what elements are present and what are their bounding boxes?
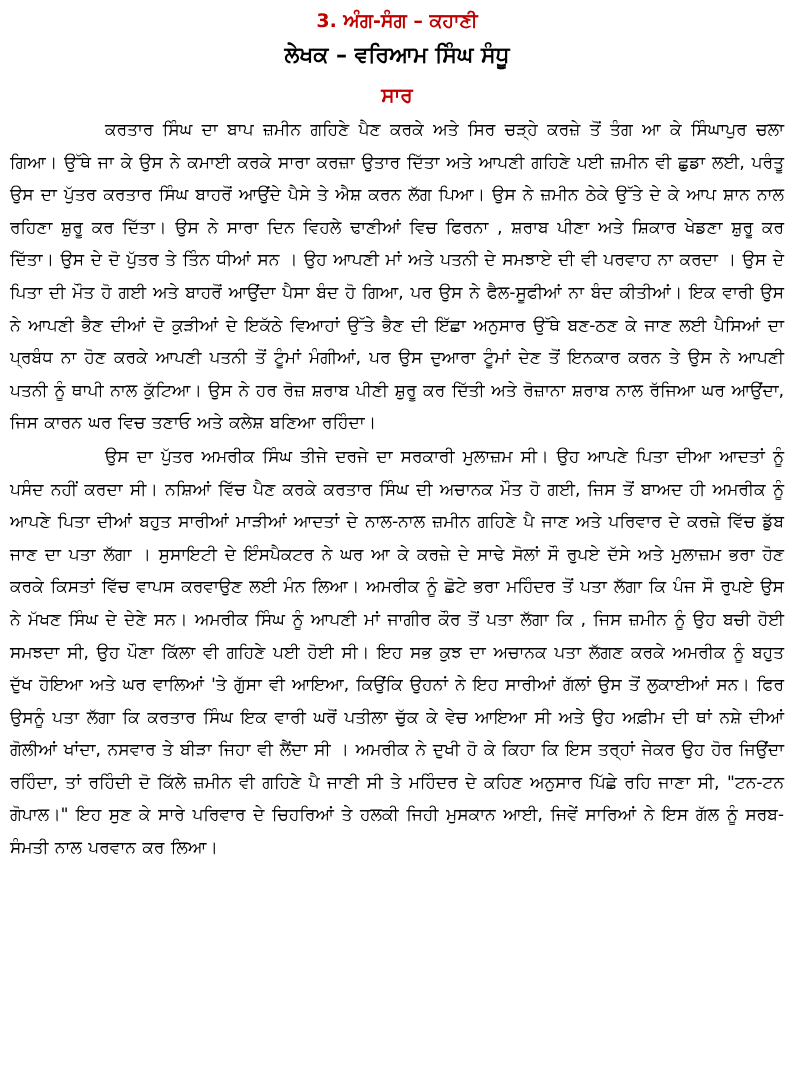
summary-paragraph-2: ਉਸ ਦਾ ਪੁੱਤਰ ਅਮਰੀਕ ਸਿੰਘ ਤੀਜੇ ਦਰਜੇ ਦਾ ਸਰਕਾਰੀ ਮੁਲਾਜ਼ਮ ਸੀ। ਉਹ ਆਪਣੇ ਪਿਤਾ ਦੀਆ ਆਦਤਾਂ ਨੂੰ ਪਸੰਦ ਨਹੀਂ ਕਰਦਾ ਸੀ। ਨਸ਼ਿਆਂ ਵਿੱਚ ਪੈਣ ਕਰਕੇ ਕਰਤਾਰ ਸਿੰਘ ਦੀ ਅਚਾਨਕ ਮੌਤ ਹੋ ਗਈ, ਜਿਸ ਤੋਂ ਬਾਅਦ ਹੀ ਅਮਰੀਕ ਨੂੰ ਆਪਣੇ ਪਿਤਾ ਦੀਆਂ ਬਹੁਤ ਸਾਰੀਆਂ ਮਾੜੀਆਂ ਆਦਤਾਂ ਦੇ ਨਾਲ-ਨਾਲ ਜ਼ਮੀਨ ਗਹਿਣੇ ਪੈ ਜਾਣ ਅਤੇ ਪਰਿਵਾਰ ਦੇ ਕਰਜ਼ੇ ਵਿੱਚ ਡੁੱਬ ਜਾਣ ਦਾ ਪਤਾ ਲੱਗਾ । ਸੁਸਾਇਟੀ ਦੇ ਇੰਸਪੈਕਟਰ ਨੇ ਘਰ ਆ ਕੇ ਕਰਜ਼ੇ ਦੇ ਸਾਢੇ ਸੋਲਾਂ ਸੌ ਰੁਪਏ ਦੱਸੇ ਅਤੇ ਮੁਲਾਜ਼ਮ ਭਰਾ ਹੋਣ ਕਰਕੇ ਕਿਸਤਾਂ ਵਿੱਚ ਵਾਪਸ ਕਰਵਾਉਣ ਲਈ ਮੰਨ ਲਿਆ। ਅਮਰੀਕ ਨੂੰ ਛੋਟੇ ਭਰਾ ਮਹਿੰਦਰ ਤੋਂ ਪਤਾ ਲੱਗਾ ਕਿ ਪੰਜ ਸੌ ਰੁਪਏ ਉਸ ਨੇ ਮੱਖਣ ਸਿੰਘ ਦੇ ਦੇਣੇ ਸਨ। ਅਮਰੀਕ ਸਿੰਘ ਨੂੰ ਆਪਣੀ ਮਾਂ ਜਾਗੀਰ ਕੌਰ ਤੋਂ ਪਤਾ ਲੱਗਾ ਕਿ , ਜਿਸ ਜ਼ਮੀਨ ਨੂੰ ਉਹ ਬਚੀ ਹੋਈ ਸਮਝਦਾ ਸੀ, ਉਹ ਪੌਣਾ ਕਿੱਲਾ ਵੀ ਗਹਿਣੇ ਪਈ ਹੋਈ ਸੀ। ਇਹ ਸਭ ਕੁਝ ਦਾ ਅਚਾਨਕ ਪਤਾ ਲੱਗਣ ਕਰਕੇ ਅਮਰੀਕ ਨੂੰ ਬਹੁਤ ਦੁੱਖ ਹੋਇਆ ਅਤੇ ਘਰ ਵਾਲਿਆਂ 'ਤੇ ਗੁੱਸਾ ਵੀ ਆਇਆ, ਕਿਉਂਕਿ ਉਹਨਾਂ ਨੇ ਇਹ ਸਾਰੀਆਂ ਗੱਲਾਂ ਉਸ ਤੋਂ ਲੁਕਾਈਆਂ ਸਨ। ਫਿਰ ਉਸਨੂੰ ਪਤਾ ਲੱਗਾ ਕਿ ਕਰਤਾਰ ਸਿੰਘ ਇਕ ਵਾਰੀ ਘਰੋਂ ਪਤੀਲਾ ਚੁੱਕ ਕੇ ਵੇਚ ਆਇਆ ਸੀ ਅਤੇ ਉਹ ਅਫ਼ੀਮ ਦੀ ਥਾਂ ਨਸ਼ੇ ਦੀਆਂ ਗੋਲੀਆਂ ਖਾਂਦਾ, ਨਸਵਾਰ ਤੇ ਬੀੜਾ ਜਿਹਾ ਵੀ ਲੈਂਦਾ ਸੀ । ਅਮਰੀਕ ਨੇ ਦੁਖੀ ਹੋ ਕੇ ਕਿਹਾ ਕਿ ਇਸ ਤਰ੍ਹਾਂ ਜੇਕਰ ਉਹ ਹੋਰ ਜਿਉਂਦਾ ਰਹਿੰਦਾ, ਤਾਂ ਰਹਿੰਦੀ ਦੋ ਕਿੱਲੇ ਜ਼ਮੀਨ ਵੀ ਗਹਿਣੇ ਪੈ ਜਾਣੀ ਸੀ ਤੇ ਮਹਿੰਦਰ ਦੇ ਕਹਿਣ ਅਨੁਸਾਰ ਪਿੱਛੇ ਰਹਿ ਜਾਣਾ ਸੀ, "ਟਨ-ਟਨ ਗੋਪਾਲ।" ਇਹ ਸੁਣ ਕੇ ਸਾਰੇ ਪਰਿਵਾਰ ਦੇ ਚਿਹਰਿਆਂ ਤੇ ਹਲਕੀ ਜਿਹੀ ਮੁਸਕਾਨ ਆਈ, ਜਿਵੇਂ ਸਾਰਿਆਂ ਨੇ ਇਸ ਗੱਲ ਨੂੰ ਸਰਬ-ਸੰਮਤੀ ਨਾਲ ਪਰਵਾਨ ਕਰ ਲਿਆ। [10, 446, 784, 859]
chapter-title: 3. ਅੰਗ-ਸੰਗ – ਕਹਾਣੀ [316, 10, 478, 32]
section-title: ਸਾਰ [381, 83, 413, 107]
author-line: ਲੇਖਕ – ਵਰਿਆਮ ਸਿੰਘ ਸੰਧੂ [284, 43, 510, 68]
summary-paragraph-1: ਕਰਤਾਰ ਸਿੰਘ ਦਾ ਬਾਪ ਜ਼ਮੀਨ ਗਹਿਣੇ ਪੈਣ ਕਰਕੇ ਅਤੇ ਸਿਰ ਚੜ੍ਹੇ ਕਰਜ਼ੇ ਤੋਂ ਤੰਗ ਆ ਕੇ ਸਿੰਘਾਪੁਰ ਚਲਾ ਗਿਆ। ਉੱਥੇ ਜਾ ਕੇ ਉਸ ਨੇ ਕਮਾਈ ਕਰਕੇ ਸਾਰਾ ਕਰਜ਼ਾ ਉਤਾਰ ਦਿੱਤਾ ਅਤੇ ਆਪਣੀ ਗਹਿਣੇ ਪਈ ਜ਼ਮੀਨ ਵੀ ਛੁਡਾ ਲਈ, ਪਰੰਤੂ ਉਸ ਦਾ ਪੁੱਤਰ ਕਰਤਾਰ ਸਿੰਘ ਬਾਹਰੋਂ ਆਉਂਦੇ ਪੈਸੇ ਤੇ ਐਸ਼ ਕਰਨ ਲੱਗ ਪਿਆ। ਉਸ ਨੇ ਜ਼ਮੀਨ ਠੇਕੇ ਉੱਤੇ ਦੇ ਕੇ ਆਪ ਸ਼ਾਨ ਨਾਲ ਰਹਿਣਾ ਸ਼ੁਰੂ ਕਰ ਦਿੱਤਾ। ਉਸ ਨੇ ਸਾਰਾ ਦਿਨ ਵਿਹਲੇ ਢਾਣੀਆਂ ਵਿਚ ਫਿਰਨਾ , ਸ਼ਰਾਬ ਪੀਣਾ ਅਤੇ ਸ਼ਿਕਾਰ ਖੇਡਣਾ ਸ਼ੁਰੂ ਕਰ ਦਿੱਤਾ। ਉਸ ਦੇ ਦੋ ਪੁੱਤਰ ਤੇ ਤਿੰਨ ਧੀਆਂ ਸਨ । ਉਹ ਆਪਣੀ ਮਾਂ ਅਤੇ ਪਤਨੀ ਦੇ ਸਮਝਾਏ ਦੀ ਵੀ ਪਰਵਾਹ ਨਾ ਕਰਦਾ । ਉਸ ਦੇ ਪਿਤਾ ਦੀ ਮੌਤ ਹੋ ਗਈ ਅਤੇ ਬਾਹਰੋਂ ਆਉਂਦਾ ਪੈਸਾ ਬੰਦ ਹੋ ਗਿਆ, ਪਰ ਉਸ ਨੇ ਫੈਲ-ਸੂਫੀਆਂ ਨਾ ਬੰਦ ਕੀਤੀਆਂ। ਇਕ ਵਾਰੀ ਉਸ ਨੇ ਆਪਣੀ ਭੈਣ ਦੀਆਂ ਦੋ ਕੁੜੀਆਂ ਦੇ ਇਕੱਠੇ ਵਿਆਹਾਂ ਉੱਤੇ ਭੈਣ ਦੀ ਇੱਛਾ ਅਨੁਸਾਰ ਉੱਥੇ ਬਣ-ਠਣ ਕੇ ਜਾਣ ਲਈ ਪੈਸਿਆਂ ਦਾ ਪ੍ਰਬੰਧ ਨਾ ਹੋਣ ਕਰਕੇ ਆਪਣੀ ਪਤਨੀ ਤੋਂ ਟੂੰਮਾਂ ਮੰਗੀਆਂ, ਪਰ ਉਸ ਦੁਆਰਾ ਟੂੰਮਾਂ ਦੇਣ ਤੋਂ ਇਨਕਾਰ ਕਰਨ ਤੇ ਉਸ ਨੇ ਆਪਣੀ ਪਤਨੀ ਨੂੰ ਥਾਪੀ ਨਾਲ ਕੁੱਟਿਆ। ਉਸ ਨੇ ਹਰ ਰੋਜ਼ ਸ਼ਰਾਬ ਪੀਣੀ ਸ਼ੁਰੂ ਕਰ ਦਿੱਤੀ ਅਤੇ ਰੋਜ਼ਾਨਾ ਸ਼ਰਾਬ ਨਾਲ ਰੱਜਿਆ ਘਰ ਆਉਂਦਾ, ਜਿਸ ਕਾਰਨ ਘਰ ਵਿਚ ਤਣਾਓ ਅਤੇ ਕਲੇਸ਼ ਬਣਿਆ ਰਹਿੰਦਾ। [10, 120, 784, 434]
